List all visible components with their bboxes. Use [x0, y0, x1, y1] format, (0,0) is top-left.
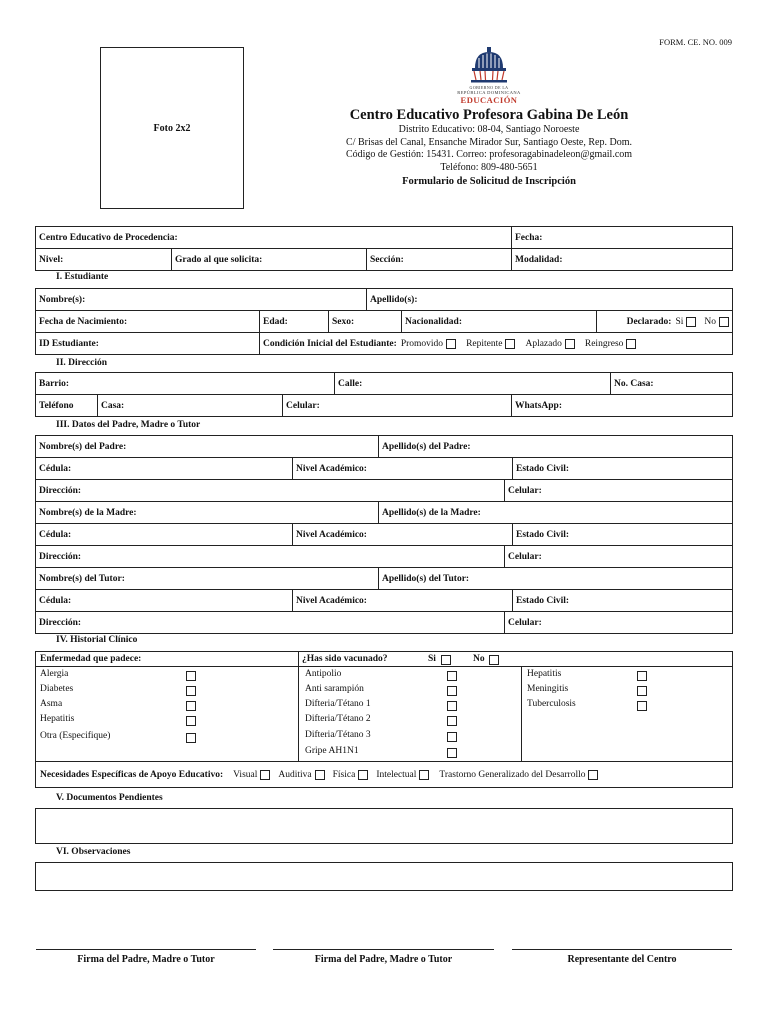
aplazado-checkbox[interactable]: [565, 339, 575, 349]
intelectual-checkbox[interactable]: [419, 770, 429, 780]
difteria3-checkbox[interactable]: [447, 732, 457, 742]
celular-field[interactable]: Celular:: [282, 395, 511, 416]
vacunado-no-checkbox[interactable]: [489, 655, 499, 665]
enfermedad-label: Enfermedad que padece:: [40, 654, 142, 664]
alergia-checkbox[interactable]: [186, 671, 196, 681]
address-block: [35, 372, 733, 417]
section-historial: IV. Historial Clínico: [56, 635, 138, 645]
padre-apellido-field[interactable]: Apellido(s) del Padre:: [378, 436, 732, 457]
hepatitis-vac-checkbox[interactable]: [637, 671, 647, 681]
padre-nivel-field[interactable]: Nivel Académico:: [292, 458, 512, 479]
antipolio-checkbox[interactable]: [447, 671, 457, 681]
vacunado-si-label: Si: [428, 654, 436, 664]
tutor-cedula-field[interactable]: Cédula:: [39, 595, 72, 606]
enfermedad-otra: Otra (Especifique): [40, 731, 111, 741]
signature-line-1: [36, 949, 256, 950]
edad-field[interactable]: Edad:: [259, 311, 328, 332]
whatsapp-field[interactable]: WhatsApp:: [511, 395, 732, 416]
enfermedad-alergia: Alergia: [40, 669, 69, 679]
id-estudiante-field[interactable]: ID Estudiante:: [39, 338, 99, 349]
vacuna-difteria3: Difteria/Tétano 3: [305, 730, 371, 740]
madre-estado-civil-field[interactable]: Estado Civil:: [512, 524, 732, 545]
declarado-field: Declarado: Si No: [596, 311, 732, 332]
tutor-apellido-field[interactable]: Apellido(s) del Tutor:: [378, 568, 732, 589]
telefono-label: Teléfono: [39, 400, 74, 411]
observaciones-box[interactable]: [35, 862, 733, 891]
signature-label-1: Firma del Padre, Madre o Tutor: [77, 954, 215, 965]
tutor-nivel-field[interactable]: Nivel Académico:: [292, 590, 512, 611]
vacuna-antipolio: Antipolio: [305, 669, 342, 679]
student-apellidos-field[interactable]: Apellido(s):: [366, 289, 732, 310]
health-block: [35, 651, 733, 762]
reingreso-checkbox[interactable]: [626, 339, 636, 349]
madre-nombre-field[interactable]: Nombre(s) de la Madre:: [39, 507, 137, 518]
auditiva-checkbox[interactable]: [315, 770, 325, 780]
casa-field[interactable]: Casa:: [97, 395, 282, 416]
address-line: C/ Brisas del Canal, Ensanche Mirador Sur, Santiago Oeste, Rep. Dom.: [346, 136, 632, 148]
nivel-field[interactable]: Nivel:: [39, 254, 64, 265]
madre-cedula-field[interactable]: Cédula:: [39, 529, 72, 540]
grado-field[interactable]: Grado al que solicita:: [171, 249, 366, 270]
no-casa-field[interactable]: No. Casa:: [610, 373, 732, 394]
visual-checkbox[interactable]: [260, 770, 270, 780]
padre-celular-field[interactable]: Celular:: [504, 480, 732, 501]
section-estudiante: I. Estudiante: [56, 272, 109, 282]
district-line: Distrito Educativo: 08-04, Santiago Noroeste: [398, 124, 580, 135]
centro-field[interactable]: Centro Educativo de Procedencia:: [39, 232, 178, 243]
declarado-no-checkbox[interactable]: [719, 317, 729, 327]
condicion-field: Condición Inicial del Estudiante: Promovido Repitente Aplazado Reingreso: [259, 333, 732, 354]
code-email-line: Código de Gestión: 15431. Correo: profesoragabinadeleon@gmail.com: [345, 149, 633, 160]
madre-nivel-field[interactable]: Nivel Académico:: [292, 524, 512, 545]
meningitis-checkbox[interactable]: [637, 686, 647, 696]
phone-line: Teléfono: 809-480-5651: [440, 161, 538, 173]
vacuna-tuberculosis: Tuberculosis: [527, 699, 576, 709]
promovido-checkbox[interactable]: [446, 339, 456, 349]
enfermedad-asma: Asma: [40, 699, 63, 709]
difteria1-checkbox[interactable]: [447, 701, 457, 711]
vacunado-no-label: No: [473, 654, 485, 664]
modalidad-field[interactable]: Modalidad:: [511, 249, 732, 270]
vacuna-gripe: Gripe AH1N1: [305, 746, 359, 756]
otra-checkbox[interactable]: [186, 733, 196, 743]
sexo-field[interactable]: Sexo:: [328, 311, 401, 332]
photo-label: Foto 2x2: [153, 122, 191, 134]
fecha-field[interactable]: Fecha:: [511, 227, 732, 248]
photo-box[interactable]: [100, 47, 244, 209]
section-documentos: V. Documentos Pendientes: [56, 793, 163, 803]
fisica-checkbox[interactable]: [358, 770, 368, 780]
signature-line-3: [512, 949, 732, 950]
madre-celular-field[interactable]: Celular:: [504, 546, 732, 567]
parents-block: [35, 435, 733, 634]
vacunado-label: ¿Has sido vacunado?: [302, 654, 388, 664]
ministry-seal-icon: [467, 46, 511, 84]
signature-label-2: Firma del Padre, Madre o Tutor: [314, 954, 453, 965]
signature-line-2: [273, 949, 494, 950]
tutor-direccion-field[interactable]: Dirección:: [39, 617, 82, 628]
diabetes-checkbox[interactable]: [186, 686, 196, 696]
hepatitis-enf-checkbox[interactable]: [186, 716, 196, 726]
madre-direccion-field[interactable]: Dirección:: [39, 551, 82, 562]
fecha-nacimiento-field[interactable]: Fecha de Nacimiento:: [39, 316, 128, 327]
calle-field[interactable]: Calle:: [334, 373, 610, 394]
student-block: [35, 288, 733, 355]
signature-label-3: Representante del Centro: [567, 954, 677, 965]
tuberculosis-checkbox[interactable]: [637, 701, 647, 711]
tutor-celular-field[interactable]: Celular:: [504, 612, 732, 633]
padre-nombre-field[interactable]: Nombre(s) del Padre:: [39, 441, 127, 452]
asma-checkbox[interactable]: [186, 701, 196, 711]
padre-direccion-field[interactable]: Dirección:: [39, 485, 82, 496]
form-code: FORM. CE. NO. 009: [659, 37, 732, 47]
student-nombres-field[interactable]: Nombre(s):: [39, 294, 86, 305]
vacunado-si-checkbox[interactable]: [441, 655, 451, 665]
difteria2-checkbox[interactable]: [447, 716, 457, 726]
repitente-checkbox[interactable]: [505, 339, 515, 349]
vacuna-difteria2: Difteria/Tétano 2: [305, 714, 371, 724]
form-title: Formulario de Solicitud de Inscripción: [402, 176, 576, 187]
documentos-box[interactable]: [35, 808, 733, 844]
vacuna-antisarampion: Anti sarampión: [305, 684, 364, 694]
section-observaciones: VI. Observaciones: [56, 847, 131, 857]
necesidades-row: Necesidades Específicas de Apoyo Educativo: Visual Auditiva Física Intelectual Trastorno Generalizado del Desarrollo: [35, 762, 733, 788]
seccion-field[interactable]: Sección:: [366, 249, 511, 270]
barrio-field[interactable]: Barrio:: [39, 378, 70, 389]
header: [296, 46, 682, 187]
tutor-nombre-field[interactable]: Nombre(s) del Tutor:: [39, 573, 125, 584]
gov-line1: GOBIERNO DE LA: [469, 85, 509, 90]
section-direccion: II. Dirección: [56, 358, 108, 368]
trastorno-checkbox[interactable]: [588, 770, 598, 780]
general-block: [35, 226, 733, 271]
ministry-name: EDUCACIÓN: [460, 95, 518, 105]
enfermedad-diabetes: Diabetes: [40, 684, 74, 694]
madre-apellido-field[interactable]: Apellido(s) de la Madre:: [378, 502, 732, 523]
section-padres: III. Datos del Padre, Madre o Tutor: [56, 420, 201, 430]
padre-estado-civil-field[interactable]: Estado Civil:: [512, 458, 732, 479]
gripe-checkbox[interactable]: [447, 748, 457, 758]
tutor-estado-civil-field[interactable]: Estado Civil:: [512, 590, 732, 611]
gov-line2: REPÚBLICA DOMINICANA: [457, 90, 521, 95]
padre-cedula-field[interactable]: Cédula:: [39, 463, 72, 474]
vacuna-difteria1: Difteria/Tétano 1: [305, 699, 371, 709]
vacuna-meningitis: Meningitis: [527, 684, 569, 694]
enfermedad-hepatitis: Hepatitis: [40, 714, 75, 724]
vacuna-hepatitis: Hepatitis: [527, 669, 562, 679]
antisarampion-checkbox[interactable]: [447, 686, 457, 696]
school-name: Centro Educativo Profesora Gabina De León: [349, 107, 629, 123]
declarado-si-checkbox[interactable]: [686, 317, 696, 327]
nacionalidad-field[interactable]: Nacionalidad:: [401, 311, 596, 332]
